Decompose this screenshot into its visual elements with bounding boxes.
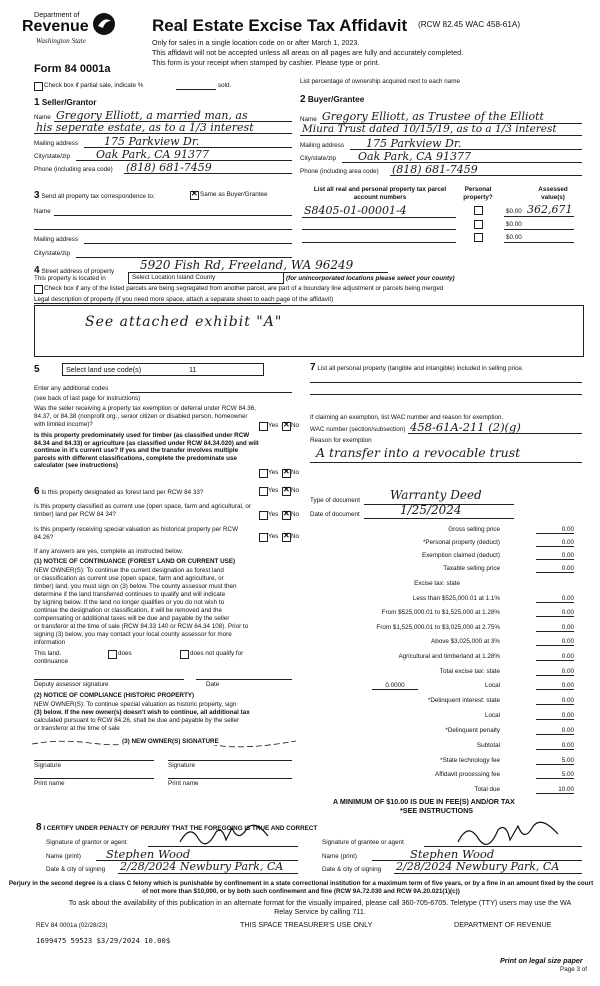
county-select[interactable] [128,272,284,284]
header-note-1: Only for sales in a single location code on or after March 1, 2023. [152,38,360,47]
new-owner-signature-label: (3) NEW OWNER(S) SIGNATURE [122,738,219,745]
grantor-date-city[interactable]: 2/28/2024 Newbury Park, CA [120,860,284,873]
seller-name-line2[interactable]: his seperate estate, as to a 1/3 interest [36,121,254,134]
perjury-notice: Perjury in the second degree is a class C felony which is punishable by confinement in a state correctional institution for a maximum term of five years, or by a fine in an amount fixed by the court of not more than $10,000, or by both such confinement and fine (RCW 9A.72.030 and RCW 9A.20.021(1)(c)) [8,880,594,895]
dept-name: Revenue [22,18,89,35]
tax-label-9: Agricultural and timberland at 1.28% [398,653,500,660]
deputy-signature-line[interactable] [34,679,184,680]
footer-dept: DEPARTMENT OF REVENUE [454,920,552,929]
grantee-date-label: Date & city of signing [322,866,382,873]
deputy-date-line[interactable] [196,679,292,680]
page-number: Page 3 of [560,966,587,973]
dor-logo [12,10,132,60]
tax-label-4: Excise tax: state [414,580,460,587]
street-label: Street address of property [41,268,115,275]
s6-q3-yes-label: Yes [268,533,279,540]
s3-label: Send all property tax correspondence to: [41,193,155,200]
located-label: This property is located in [34,275,106,282]
grantee-name[interactable]: Stephen Wood [410,847,495,861]
this-land-label: This land. [34,650,62,657]
s6-signature-line-2[interactable] [168,760,292,761]
tax-label-3: Taxable selling price [443,565,500,572]
s6-q2-yes-label: Yes [268,511,279,518]
legal-description: See attached exhibit "A" [85,314,283,330]
tax-value-11[interactable]: 0.00 [536,682,574,690]
seller-name-line1[interactable]: Gregory Elliott, a married man, as [56,109,248,122]
notice-1-title: (1) NOTICE OF CONTINUANCE (FOREST LAND OR CURRENT USE) [34,558,236,565]
exemption-label: If claiming an exemption, list WAC number and reason for exemption. [310,414,504,421]
s6-note: If any answers are yes, complete as instructed below. [34,548,184,555]
county-select-value: Select Location Island County [132,274,216,281]
tax-label-2: Exemption claimed (deduct) [421,552,500,559]
certify-text: I CERTIFY UNDER PENALTY OF PERJURY THAT THE FOREGOING IS TRUE AND CORRECT [43,825,318,832]
seller-name-label: Name [34,114,51,121]
segregate-checkbox[interactable] [34,285,43,294]
tax-value-9[interactable]: 0.00 [536,653,574,661]
buyer-phone[interactable]: (818) 681-7459 [392,163,478,176]
does-checkbox[interactable] [108,650,117,659]
property-street[interactable]: 5920 Fish Rd, Freeland, WA 96249 [140,258,354,272]
s7-num: 7 [310,362,316,373]
s6-q3-yes[interactable] [259,533,268,542]
s5-question-1: Was the seller receiving a property tax exemption or deferral under RCW 84.36, 84.37, or 84.38 (nonprofit org., senior citizen or disabled person, homeowner with limited income)? [34,405,257,428]
tax-label-11: Local [484,682,500,689]
seller-num: 1 [34,97,40,108]
same-as-buyer-checkbox[interactable] [190,191,199,200]
s6-q1-no[interactable] [282,487,291,496]
assessed-col-header: Assessed value(s) [538,186,568,201]
tax-label-10: Total excise tax: state [439,668,500,675]
s5-q1-yes-label: Yes [268,422,279,429]
wac-label: WAC number (section/subsection) [310,426,406,433]
buyer-city[interactable]: Oak Park, CA 91377 [358,150,471,163]
s3-mailing-field[interactable] [84,243,292,244]
buyer-name-label: Name [300,116,317,123]
s6-q2-no-label: No [291,511,300,518]
grantor-signature[interactable] [176,822,276,848]
county-note: (for unincorporated locations please select your county) [286,275,455,282]
partial-sale-label: Check box if partial sale, indicate % [44,82,144,89]
personal-checkbox-1[interactable] [474,206,483,215]
s6-q2-no[interactable] [282,511,291,520]
seller-city[interactable]: Oak Park, CA 91377 [96,148,209,161]
s3-name-label: Name [34,208,51,215]
tax-value-6[interactable]: 0.00 [536,609,574,617]
parcel-number-3[interactable] [302,242,456,243]
s3-name-field[interactable] [54,215,292,216]
s6-signature-line-1[interactable] [34,760,154,761]
seller-phone[interactable]: (818) 681-7459 [126,161,212,174]
s8-num: 8 [36,822,42,833]
tax-label-12: *Delinquent interest: state [427,697,500,704]
s6-question-2: Is this property classified as current use (open space, farm and agricultural, or timber) land per RCW 84 34? [34,503,251,518]
does-not-checkbox[interactable] [180,650,189,659]
notice-2-title: (2) NOTICE OF COMPLIANCE (HISTORIC PROPERTY) [34,692,195,699]
receipt-stamp: 1699475 59523 $3/29/2024 10.00$ [36,936,171,945]
reason-label: Reason for exemption [310,437,372,444]
treasurer-use: THIS SPACE TREASURER'S USE ONLY [240,920,373,929]
personal-checkbox-2[interactable] [474,220,483,229]
s5-q2-no[interactable] [282,469,291,478]
s6-question-3: Is this property receiving special valuation as historical property per RCW 84.26? [34,526,239,541]
seller-city-label: City/state/zip [34,153,71,160]
additional-codes-label: Enter any additional codes [34,385,109,392]
rev-number: REV 84 0001a (02/28/23) [36,922,108,929]
minimum-due: A MINIMUM OF $10.00 IS DUE IN FEE(S) AND/OR TAX [333,797,515,806]
segregate-label: Check box if any of the listed parcels are being segregated from another parcel, are part of a boundary line adjustment or parcels being merged [44,285,444,292]
tax-value-2[interactable]: 0.00 [536,552,574,560]
deputy-date-label: Date [206,681,220,688]
doc-type-label: Type of document [310,497,361,504]
tax-label-16: *State technology fee [440,757,500,764]
assessed-hand-1: 362,671 [527,203,573,216]
buyer-phone-label: Phone (including area code) [300,168,379,175]
personal-property-line-1[interactable] [310,382,582,383]
tax-value-10[interactable]: 0.00 [536,668,574,676]
s5-q1-no[interactable] [282,422,291,431]
s5-question-2: Is this property predominately used for timber (as classified under RCW 84.34 and 84.33) or agriculture (as classified under RCW 84.34.020) and will continue in it's current use? If yes and the transfer involves multiple parcels with different classifications, complete the predominate use calculator (see instructions) [34,432,259,469]
form-title: Real Estate Excise Tax Affidavit [152,16,408,35]
seller-mailing-label: Mailing address [34,140,79,147]
legal-label: Legal description of property (if you need more space, attach a separate sheet to each page of the affidavit) [34,296,334,303]
s3-city-label: City/state/zip [34,250,71,257]
see-instructions: *SEE INSTRUCTIONS [400,806,474,815]
print-legal-note: Print on legal size paper [500,956,583,965]
parcel-number-1[interactable]: S8405-01-00001-4 [304,204,407,217]
tax-value-3[interactable]: 0.00 [536,565,574,573]
continuance-label: continuance [34,658,68,665]
buyer-name-line1[interactable]: Gregory Elliott, as Trustee of the Elliott [322,110,544,123]
tax-value-14[interactable]: 0.00 [536,727,574,735]
notice-2-body: NEW OWNER(S): To continue special valuation as historic property, sign (3) below. If the new owner(s) doesn't wish to continue, all additional tax calculated pursuant to RCW 84.26, shall be due and payable by the seller or transferor at the time of sale [34,701,250,732]
buyer-heading: Buyer/Grantee [307,95,365,104]
s6-print-line-2[interactable] [168,778,292,779]
s3-mailing-label: Mailing address [34,236,79,243]
seller-heading: Seller/Grantor [41,98,97,107]
wac-number[interactable]: 458-61A-211 (2)(g) [410,420,521,434]
tax-label-17: Affidavit processing fee [435,771,500,778]
grantee-signature[interactable] [454,820,564,848]
s6-signature-label-2: Signature [168,762,195,769]
tax-value-5[interactable]: 0.00 [536,595,574,603]
s5-q2-yes[interactable] [259,469,268,478]
doc-date-label: Date of document [310,511,360,518]
personal-col-header: Personal property? [463,186,493,201]
header-note-3: This form is your receipt when stamped by cashier. Please type or print. [152,58,380,67]
tax-label-5: Less than $525,000.01 at 1.1% [412,595,500,602]
s6-q1-yes-label: Yes [268,487,279,494]
s6-print-label-1: Print name [34,780,65,787]
partial-sale-pct[interactable] [176,89,216,90]
s6-print-line-1[interactable] [34,778,154,779]
assessed-value-3[interactable]: $0.00 [506,234,522,241]
grantor-date-label: Date & city of signing [46,866,106,873]
tax-label-0: Gross selling price [448,526,500,533]
alt-format-notice: To ask about the availability of this publication in an alternate format for the visually impaired, please call 360-705-6705. Teletype (TTY) users may use the WA Relay Service by calling 711. [68,898,572,916]
tax-label-14: *Delinquent penalty [445,727,500,734]
additional-codes-field[interactable] [130,392,292,393]
same-as-buyer-label: Same as Buyer/Grantee [200,191,268,198]
does-not-label: does not qualify for [190,650,244,657]
grantee-sig-label: Signature of grantee or agent [322,839,404,846]
parcel-col-header: List all real and personal property tax parcel account numbers [313,186,447,201]
s5-q2-no-label: No [291,469,300,476]
tax-value-12[interactable]: 0.00 [536,697,574,705]
parcel-number-2[interactable] [302,229,456,230]
assessed-value-2[interactable]: $0.00 [506,221,522,228]
s5-num: 5 [34,364,40,375]
pct-note: List percentage of ownership acquired next to each name [300,78,460,85]
buyer-mailing[interactable]: 175 Parkview Dr. [366,137,462,150]
tax-label-15: Subtotal [476,742,500,749]
tax-value-15[interactable]: 0.00 [536,742,574,750]
s5-q1-yes[interactable] [259,422,268,431]
tax-value-8[interactable]: 0.00 [536,638,574,646]
tax-value-0[interactable]: 0.00 [536,526,574,534]
deputy-label: Deputy assessor signature [34,681,109,688]
s3-num: 3 [34,190,40,201]
partial-sale-suffix: sold. [218,82,232,89]
doc-date[interactable]: 1/25/2024 [400,503,462,517]
legal-description-box[interactable] [34,305,584,357]
s6-question-1: Is this property designated as forest land per RCW 84 33? [41,489,204,496]
buyer-mailing-label: Mailing address [300,142,345,149]
form-number: Form 84 0001a [34,63,111,75]
grantee-date-city[interactable]: 2/28/2024 Newbury Park, CA [396,860,560,873]
seller-mailing[interactable]: 175 Parkview Dr. [104,135,200,148]
s5-q2-yes-label: Yes [268,469,279,476]
personal-checkbox-3[interactable] [474,233,483,242]
s5-q1-no-label: No [291,422,300,429]
s6-num: 6 [34,486,40,497]
assessed-value-1[interactable]: $0.00 [506,208,522,215]
tax-label-13: Local [484,712,500,719]
tax-value-1[interactable]: 0.00 [536,539,574,547]
tax-value-7[interactable]: 0.00 [536,624,574,632]
s6-q3-no-label: No [291,533,300,540]
tax-label-6: From $525,000.01 to $1,525,000 at 1.28% [381,609,500,616]
s6-q2-yes[interactable] [259,511,268,520]
dept-state: Washington State [36,37,86,45]
tax-label-7: From $1,525,000.01 to $3,025,000 at 2.75% [376,624,500,631]
tax-label-8: Above $3,025,000 at 3% [431,638,500,645]
does-label: does [118,650,132,657]
land-use-label: Select land use code(s) [66,365,142,374]
s6-signature-label-1: Signature [34,762,61,769]
personal-property-line-2[interactable] [310,394,582,395]
land-use-select[interactable] [62,363,264,376]
land-use-value: 11 [189,365,197,374]
buyer-city-label: City/state/zip [300,155,337,162]
see-back-note: (see back of last page for instructions) [34,395,141,402]
form-rcw: (RCW 82.45 WAC 458-61A) [418,20,521,29]
doc-type[interactable]: Warranty Deed [390,488,482,502]
exemption-reason[interactable]: A transfer into a revocable trust [316,445,521,460]
tax-label-1: *Personal property (deduct) [422,539,500,546]
logo-emblem-icon [92,12,116,36]
tax-value-18[interactable]: 10.00 [536,786,574,794]
tax-value-13[interactable]: 0.00 [536,712,574,720]
tax-value-16[interactable]: 5.00 [536,757,574,765]
dept-top: Department of [34,10,80,19]
buyer-name-line2[interactable]: Miura Trust dated 10/15/19, as to a 1/3 interest [302,123,557,135]
s6-q1-no-label: No [291,487,300,494]
grantee-name-label: Name (print) [322,853,357,860]
tax-value-17[interactable]: 5.00 [536,771,574,779]
s6-print-label-2: Print name [168,780,199,787]
header-note-2: This affidavit will not be accepted unless all areas on all pages are fully and accurately completed. [152,48,464,57]
buyer-num: 2 [300,94,306,105]
seller-phone-label: Phone (including area code) [34,166,113,173]
grantor-name-label: Name (print) [46,853,81,860]
grantor-sig-label: Signature of grantor or agent [46,839,127,846]
s6-q1-yes[interactable] [259,487,268,496]
tax-label-18: Total due [474,786,500,793]
notice-1-body: NEW OWNER(S): To continue the current designation as forest land or classification as current use (open space, farm and agriculture, or timber) land, you must sign on (3) below. The county assessor must then determine if the land transferred continues to qualify and will indicate by signing below. If the land no longer qualifies or you do not wish to continue the designation or classification, it will be removed and the compensating or additional taxes will be due and payable by the seller or transferor at the time of sale (RCW 84.33 140 or RCW 84.34 108). Prior to signing (3) below, you may contact your local county assessor for more information [34,567,249,646]
s7-label: List all personal property (tangible and intangible) included in selling price. [317,365,524,372]
local-rate[interactable]: 0.0000 [372,682,418,690]
partial-sale-checkbox[interactable] [34,82,43,91]
s4-num: 4 [34,265,40,276]
grantor-name[interactable]: Stephen Wood [106,847,191,861]
